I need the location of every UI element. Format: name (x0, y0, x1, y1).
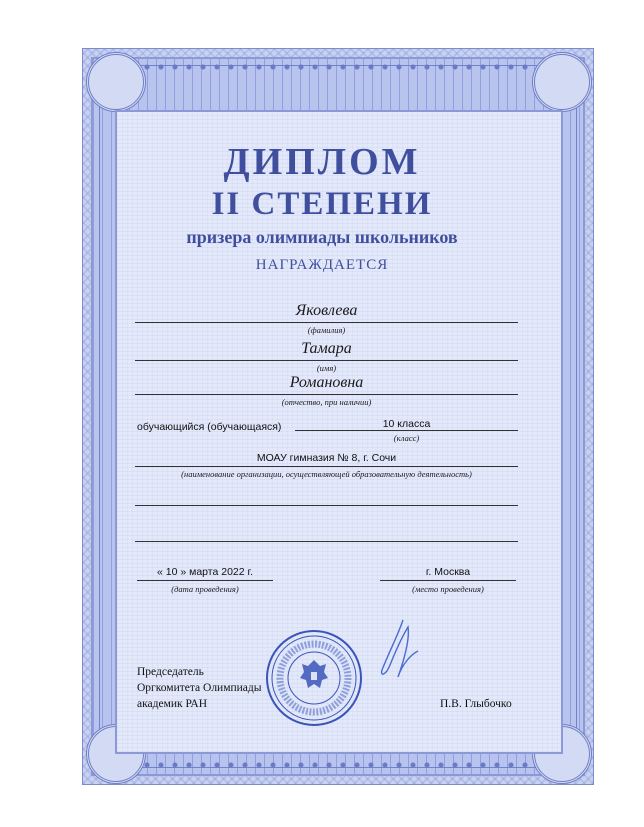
event-place: г. Москва (425, 566, 471, 578)
grade-caption: (класс) (393, 433, 420, 443)
patronymic-line (135, 394, 518, 395)
diploma-title: ДИПЛОМ (223, 141, 421, 183)
blank-line (135, 541, 518, 542)
signatory-title-line2: Оргкомитета Олимпиады (137, 682, 262, 694)
student-label: обучающийся (обучающаяся) (137, 421, 282, 433)
recipient-name: Тамара (301, 340, 352, 357)
grade-line (295, 430, 518, 431)
signatory-title-line1: Председатель (137, 666, 204, 678)
date-caption: (дата проведения) (171, 584, 239, 594)
frame-bottom-ornament (140, 758, 530, 772)
date-line (137, 580, 273, 581)
awarded-label: НАГРАЖДАЕТСЯ (255, 257, 389, 273)
blank-line (135, 505, 518, 506)
signatory-name: П.В. Глыбочко (440, 698, 512, 710)
diploma-subtitle: призера олимпиады школьников (186, 227, 458, 247)
event-date: « 10 » марта 2022 г. (157, 566, 253, 578)
school-value: МОАУ гимназия № 8, г. Сочи (256, 452, 397, 464)
corner-ornament (532, 52, 592, 112)
corner-ornament (86, 52, 146, 112)
name-line (135, 360, 518, 361)
place-caption: (место проведения) (412, 584, 484, 594)
grade-value: 10 класса (382, 418, 431, 430)
signatory-title-line3: академик РАН (137, 698, 208, 710)
recipient-surname: Яковлева (295, 302, 358, 319)
surname-line (135, 322, 518, 323)
handwritten-signature (368, 615, 428, 690)
diploma-degree: II СТЕПЕНИ (211, 186, 433, 222)
official-seal-stamp (264, 628, 364, 728)
school-caption: (наименование организации, осуществляющей образовательную деятельность) (181, 469, 472, 479)
surname-caption: (фамилия) (307, 325, 346, 335)
school-line (135, 466, 518, 467)
recipient-patronymic: Романовна (289, 374, 364, 391)
place-line (380, 580, 516, 581)
frame-top-ornament (140, 60, 530, 74)
patronymic-caption: (отчество, при наличии) (281, 397, 372, 407)
name-caption: (имя) (316, 363, 337, 373)
